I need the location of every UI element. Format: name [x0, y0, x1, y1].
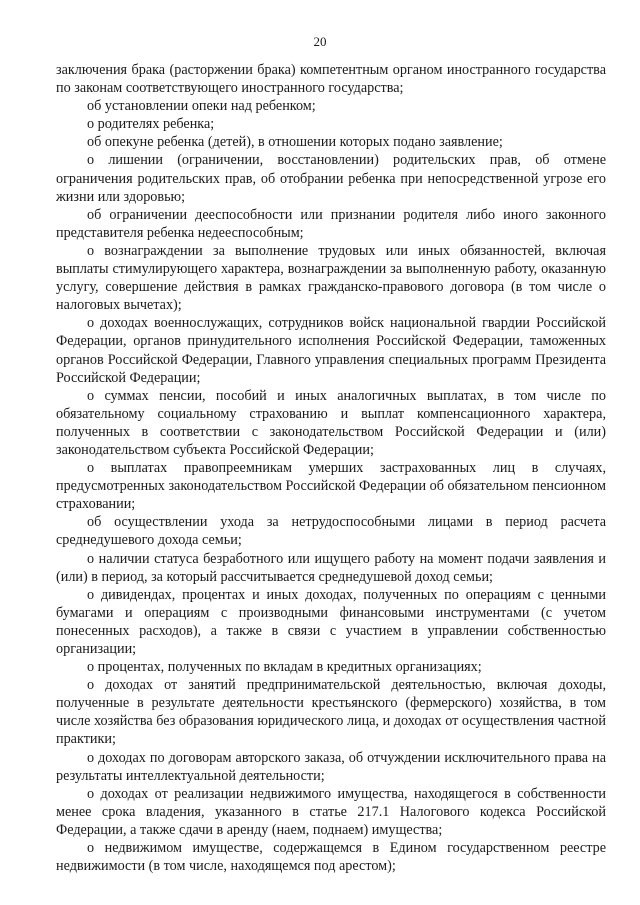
- paragraph: о родителях ребенка;: [87, 116, 215, 133]
- paragraph: о недвижимом имуществе, содержащемся в Едином государственном реестре недвижимости (в том числе, находящемся под арестом);: [56, 840, 606, 875]
- page-number: 20: [313, 34, 327, 49]
- paragraph: о процентах, полученных по вкладам в кредитных организациях;: [87, 659, 482, 676]
- paragraph: о выплатах правопреемникам умерших застрахованных лиц в случаях, предусмотренных законодательством Российской Федерации об обязательном пенсионном страховании;: [56, 460, 606, 513]
- paragraph: о доходах военнослужащих, сотрудников войск национальной гвардии Российской Федерации, органов принудительного исполнения Российской Федерации, таможенных органов Российской Федерации, Главного управления специальных программ Президента Российской Федерации;: [56, 315, 606, 386]
- paragraph: о вознаграждении за выполнение трудовых или иных обязанностей, включая выплаты стимулирующего характера, вознаграждении за выполненную работу, оказанную услугу, совершение действия в рамках гражданско-правового договора (в том числе о налоговых вычетах);: [56, 242, 606, 314]
- paragraph: о доходах от реализации недвижимого имущества, находящегося в собственности менее срока владения, указанного в статье 217.1 Налогового кодекса Российской Федерации, а также сдачи в аренду (наем, поднаем) имущества;: [56, 785, 606, 838]
- paragraph: об опекуне ребенка (детей), в отношении которых подано заявление;: [87, 134, 503, 151]
- paragraph: о доходах по договорам авторского заказа, об отчуждении исключительного права на результаты интеллектуальной деятельности;: [56, 749, 606, 784]
- paragraph: о наличии статуса безработного или ищущего работу на момент подачи заявления и (или) в период, за который рассчитывается среднедушевой доход семьи;: [56, 550, 606, 585]
- paragraph: об установлении опеки над ребенком;: [87, 98, 316, 115]
- paragraph: о лишении (ограничении, восстановлении) родительских прав, об отмене ограничения родительских прав, об отобрании ребенка при непосредственной угрозе его жизни или здоровью;: [56, 152, 606, 205]
- document-body: [56, 61, 606, 875]
- paragraph: о дивидендах, процентах и иных доходах, полученных по операциям с ценными бумагами и операциям с производными финансовыми инструментами (с учетом понесенных расходов), а также в связи с участием в управлении собственностью организации;: [56, 586, 606, 657]
- paragraph: заключения брака (расторжении брака) компетентным органом иностранного государства по законам соответствующего иностранного государства;: [56, 62, 606, 97]
- paragraph: о доходах от занятий предпринимательской деятельностью, включая доходы, полученные в результате деятельности крестьянского (фермерского) хозяйства, в том числе хозяйства без образования юридического лица, и доходах от осуществления частной практики;: [56, 677, 606, 748]
- paragraph: об осуществлении ухода за нетрудоспособными лицами в период расчета среднедушевого дохода семьи;: [56, 514, 606, 549]
- paragraph: об ограничении дееспособности или признании родителя либо иного законного представителя ребенка недееспособным;: [56, 206, 606, 241]
- paragraph: о суммах пенсии, пособий и иных аналогичных выплатах, в том числе по обязательному социальному страхованию и выплат компенсационного характера, полученных в соответствии с законодательством Российской Федерации и (или) законодательством субъекта Российской Федерации;: [56, 387, 606, 458]
